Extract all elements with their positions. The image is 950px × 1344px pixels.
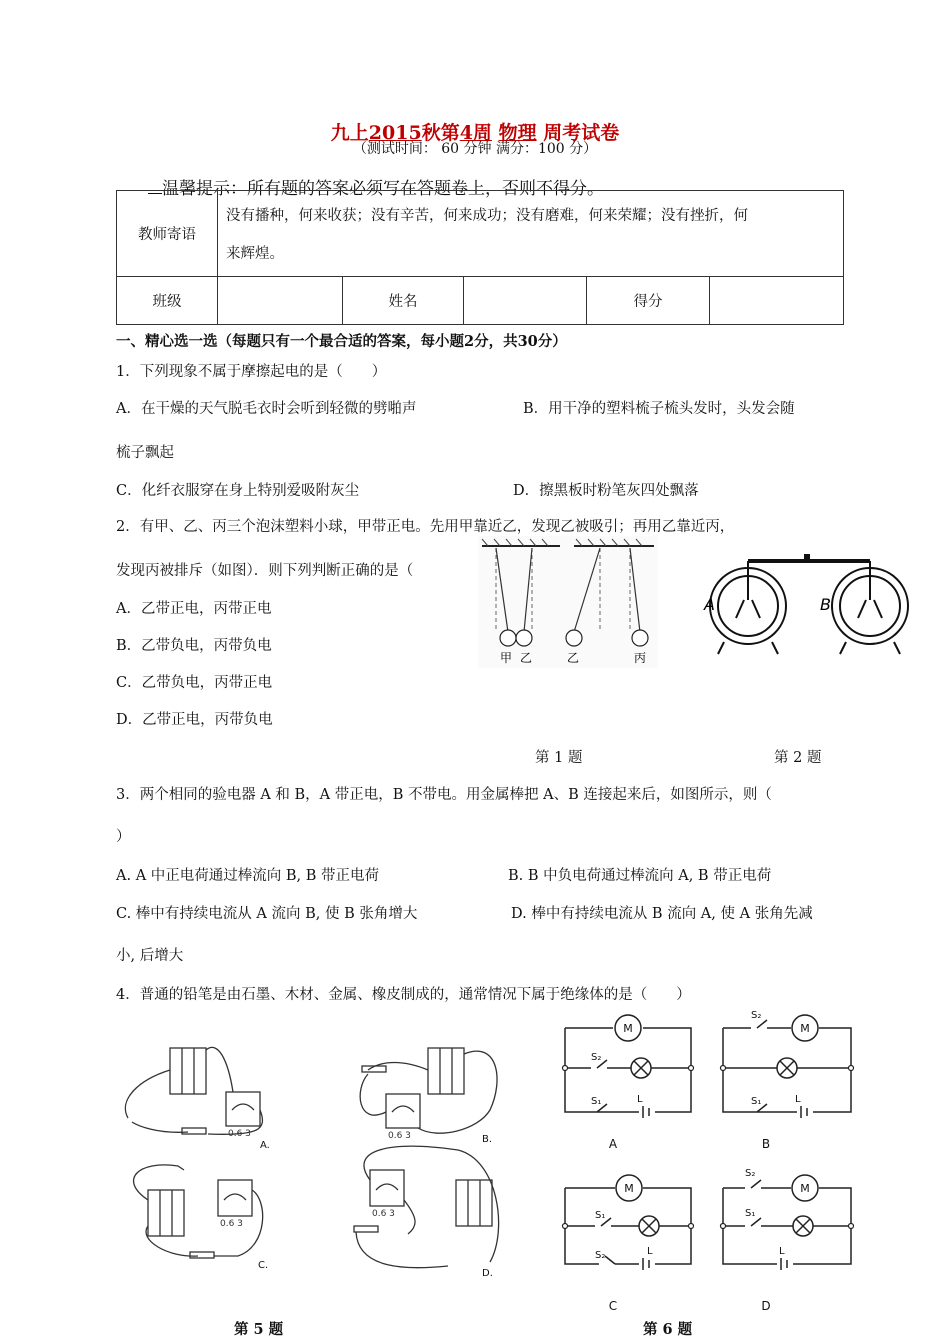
- fig6-caption: 第 6 题: [643, 1321, 693, 1338]
- fig2-caption: 第 2 题: [774, 750, 822, 766]
- fig5-circuit-sketches: [118, 1030, 518, 1310]
- q3-option-c: C. 棒中有持续电流从 A 流向 B, 使 B 张角增大: [116, 906, 418, 922]
- q2-option-b: B．乙带负电，丙带负电: [116, 638, 272, 654]
- fig5-label-d: D.: [482, 1268, 493, 1279]
- fig5-label-c: C.: [258, 1260, 269, 1271]
- q3-option-d: D. 棒中有持续电流从 B 流向 A, 使 A 张角先减: [511, 906, 813, 922]
- name-field[interactable]: [464, 277, 587, 325]
- q2-option-a: A．乙带正电，丙带正电: [116, 601, 272, 617]
- q2-option-d: D．乙带正电，丙带负电: [116, 712, 273, 728]
- switch-s2-label-c: S₂: [595, 1250, 606, 1261]
- lamp-l-label-a: L: [637, 1094, 643, 1105]
- fig5-caption: 第 5 题: [234, 1321, 284, 1338]
- motor-label-b: M: [800, 1022, 810, 1035]
- teacher-label: 教师寄语: [117, 191, 218, 277]
- fig5-label-a: A.: [260, 1140, 270, 1151]
- switch-s1-label-a: S₁: [591, 1096, 602, 1107]
- exam-title: 九上2015秋第4周 物理 周考试卷: [330, 122, 620, 144]
- class-label: 班级: [117, 277, 218, 325]
- warm-tip: 温馨提示：所有题的答案必须写在答题卷上，否则不得分。: [148, 174, 604, 199]
- switch-s2-label-b: S₂: [751, 1010, 762, 1021]
- fig5-meter-scale-d: 0.6 3: [372, 1209, 395, 1219]
- pendulum-label-yi: 乙: [520, 651, 533, 665]
- teacher-message: 没有播种，何来收获；没有辛苦，何来成功；没有磨难，何来荣耀；没有挫折，何 来辉煌。: [218, 191, 844, 277]
- q2-stem-2: 发现丙被排斥（如图）．则下列判断正确的是（: [116, 563, 414, 579]
- score-field[interactable]: [710, 277, 844, 325]
- motor-label-c: M: [624, 1182, 634, 1195]
- exam-subtitle: （测试时间： 60 分钟 满分：100 分）: [352, 141, 598, 157]
- switch-s1-label-b: S₁: [751, 1096, 762, 1107]
- motor-label-a: M: [623, 1022, 633, 1035]
- q2-option-c: C．乙带负电，丙带正电: [116, 675, 273, 691]
- info-table: [116, 190, 844, 325]
- lamp-l-label-d: L: [779, 1246, 785, 1257]
- switch-s1-label-d: S₁: [745, 1208, 756, 1219]
- fig5-meter-scale-a: 0.6 3: [228, 1129, 251, 1139]
- class-field[interactable]: [218, 277, 343, 325]
- q3-option-b: B. B 中负电荷通过棒流向 A, B 带正电荷: [508, 868, 772, 884]
- q2-stem-1: 2．有甲、乙、丙三个泡沫塑料小球，甲带正电。先用甲靠近乙，发现乙被吸引；再用乙靠近丙，: [116, 519, 735, 535]
- switch-s2-label-d: S₂: [745, 1168, 756, 1179]
- lamp-l-label-c: L: [647, 1246, 653, 1257]
- fig6-label-b: B: [761, 1137, 771, 1151]
- q1-option-a: A．在干燥的天气脱毛衣时会听到轻微的劈啪声: [116, 401, 417, 417]
- switch-s2-label-a: S₂: [591, 1052, 602, 1063]
- name-label: 姓名: [343, 277, 464, 325]
- q3-stem-1: 3．两个相同的验电器 A 和 B，A 带正电，B 不带电。用金属棒把 A、B 连接起来后，如图所示，则（: [116, 787, 772, 803]
- fig5-meter-scale-c: 0.6 3: [220, 1219, 243, 1229]
- q1-stem: 1．下列现象不属于摩擦起电的是（ ）: [116, 364, 387, 380]
- fig6-label-d: D: [761, 1299, 771, 1313]
- q4-stem: 4．普通的铅笔是由石墨、木材、金属、橡皮制成的，通常情况下属于绝缘体的是（ ）: [116, 987, 691, 1003]
- score-label: 得分: [587, 277, 710, 325]
- q3-stem-2: ）: [116, 829, 131, 845]
- fig6-label-c: C: [608, 1299, 618, 1313]
- pendulum-label-yi-2: 乙: [567, 651, 580, 665]
- q1-option-b-cont: 梳子飘起: [116, 445, 174, 461]
- pendulum-label-jia: 甲: [500, 651, 513, 665]
- q1-option-c: C．化纤衣服穿在身上特别爱吸附灰尘: [116, 483, 360, 499]
- q3-option-a: A. A 中正电荷通过棒流向 B, B 带正电荷: [116, 868, 380, 884]
- electroscope-figure: [700, 540, 920, 660]
- motor-label-d: M: [800, 1182, 810, 1195]
- fig5-meter-scale-b: 0.6 3: [388, 1131, 411, 1141]
- pendulum-figure: [478, 536, 658, 668]
- fig6-circuit-diagrams: [555, 1010, 865, 1320]
- q1-option-b: B．用干净的塑料梳子梳头发时，头发会随: [523, 401, 795, 417]
- lamp-l-label-b: L: [795, 1094, 801, 1105]
- electroscope-label-b: B: [820, 595, 831, 614]
- fig1-caption: 第 1 题: [535, 750, 583, 766]
- switch-s1-label-c: S₁: [595, 1210, 606, 1221]
- q3-option-d-cont: 小, 后增大: [116, 948, 184, 964]
- q1-option-d: D．擦黑板时粉笔灰四处飘落: [513, 483, 699, 499]
- fig6-label-a: A: [608, 1137, 618, 1151]
- fig5-label-b: B.: [482, 1134, 493, 1145]
- electroscope-label-a: A: [704, 595, 715, 614]
- section-heading: 一、精心选一选（每题只有一个最合适的答案，每小题2分，共30分）: [116, 333, 567, 350]
- pendulum-label-bing: 丙: [634, 651, 647, 665]
